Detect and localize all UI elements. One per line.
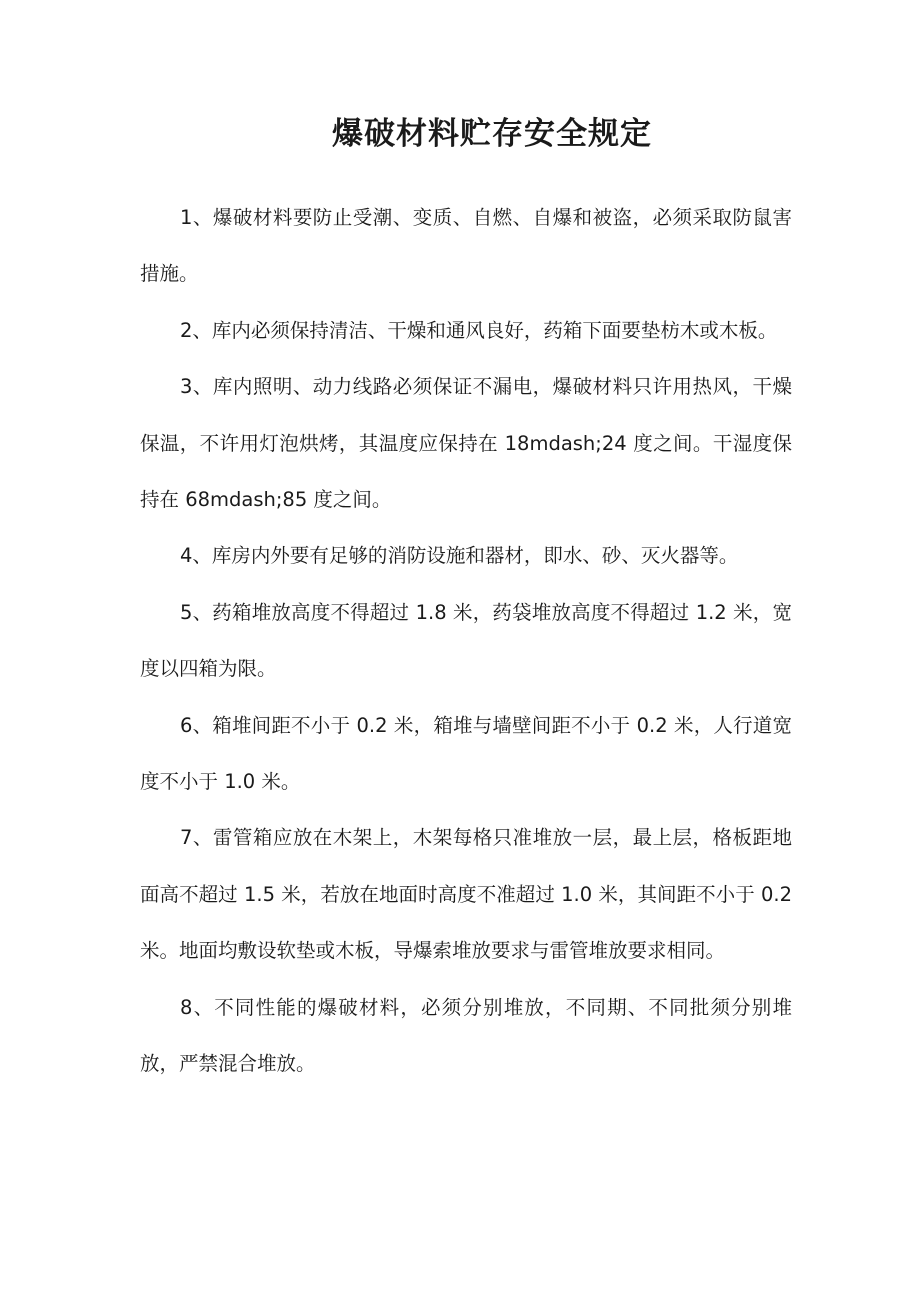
document-title: 爆破材料贮存安全规定: [332, 116, 652, 152]
paragraph-2: 2、库内必须保持清洁、干燥和通风良好，药箱下面要垫枋木或木板。: [180, 318, 778, 342]
paragraph-6: 6、箱堆间距不小于 0.2 米，箱堆与墙壁间距不小于 0.2 米，人行道宽度不小于 1.0 米。: [140, 713, 792, 794]
paragraph-1: 1、爆破材料要防止受潮、变质、自燃、自爆和被盗，必须采取防鼠害措施。: [140, 206, 792, 286]
paragraph-5: 5、药箱堆放高度不得超过 1.8 米，药袋堆放高度不得超过 1.2 米，宽度以四箱为限。: [140, 600, 792, 681]
paragraph-7: 7、雷管箱应放在木架上，木架每格只准堆放一层，最上层，格板距地面高不超过 1.5 米，若放在地面时高度不准超过 1.0 米，其间距不小于 0.2 米。地面均敷设软垫或木板，导爆索堆放要求与雷管堆放要求相同。: [140, 826, 792, 963]
paragraph-3: 3、库内照明、动力线路必须保证不漏电，爆破材料只许用热风，干燥保温，不许用灯泡烘烤，其温度应保持在 18mdash;24 度之间。干湿度保持在 68mdash;85 度之间。: [140, 375, 792, 512]
paragraph-4: 4、库房内外要有足够的消防设施和器材，即水、砂、灭火器等。: [180, 544, 739, 568]
document-body: [140, 190, 792, 1093]
paragraph-8: 8、不同性能的爆破材料，必须分别堆放，不同期、不同批须分别堆放，严禁混合堆放。: [140, 995, 792, 1076]
